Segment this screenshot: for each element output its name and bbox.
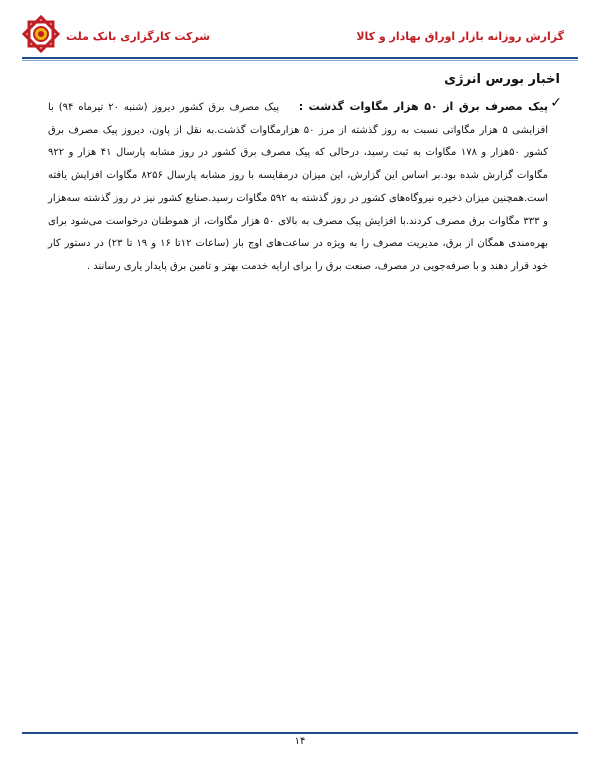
footer-divider — [22, 732, 578, 734]
page-header — [0, 0, 600, 62]
bank-mellat-logo — [22, 15, 60, 53]
article-body: پیک مصرف برق کشور دیروز (شنبه ۲۰ تیرماه ۹۴) با افزایشی ۵ هزار مگاواتی نسبت به روز گذشته از مرز ۵۰ هزارمگاوات گذشت.به نقل از پاون، دیروز پیک مصرف برق کشور ۵۰هزار و ۱۷۸ مگاوات به ثبت رسید، درحالی که پیک مصرف برق کشور در روز مشابه پارسال ۴۱ هزار و ۹۲۲ مگاوات گزارش شده بود.بر اساس این گزارش، این میزان درمقایسه با روز مشابه پارسال ۸۲۵۶ مگاوات افزایش یافته است.همچنین میزان ذخیره نیروگاه‌های کشور در روز گذشته به ۵۹۲ مگاوات رسید.صنایع کشور نیز در روز گذشته سه‌هزار و ۳۳۳ مگاوات برق مصرف کردند.با افزایش پیک مصرف به بالای ۵۰ هزار مگاوات، از هموطنان درخواست می‌شود برای بهره‌مندی همگان از برق، مدیریت مصرف را به ویژه در ساعت‌های اوج بار (ساعات ۱۲تا ۱۶ و ۱۹ تا ۲۳) در دستور کار خود قرار دهند و با صرفه‌جویی در مصرف، صنعت برق را برای ارایه خدمت بهتر و تامین برق پایدار یاری رسانند . — [48, 102, 549, 272]
header-divider-thin — [22, 60, 578, 61]
news-article — [48, 96, 548, 279]
report-title: گزارش روزانه بازار اوراق بهادار و کالا — [356, 30, 564, 43]
page-number: ۱۴ — [294, 736, 306, 747]
article-headline: پیک مصرف برق از ۵۰ هزار مگاوات گذشت : — [298, 100, 548, 113]
company-name: شرکت کارگزاری بانک ملت — [66, 30, 211, 43]
checkmark-icon: ✓ — [550, 95, 562, 111]
section-title: اخبار بورس انرژی — [444, 72, 560, 87]
header-divider — [22, 57, 578, 59]
